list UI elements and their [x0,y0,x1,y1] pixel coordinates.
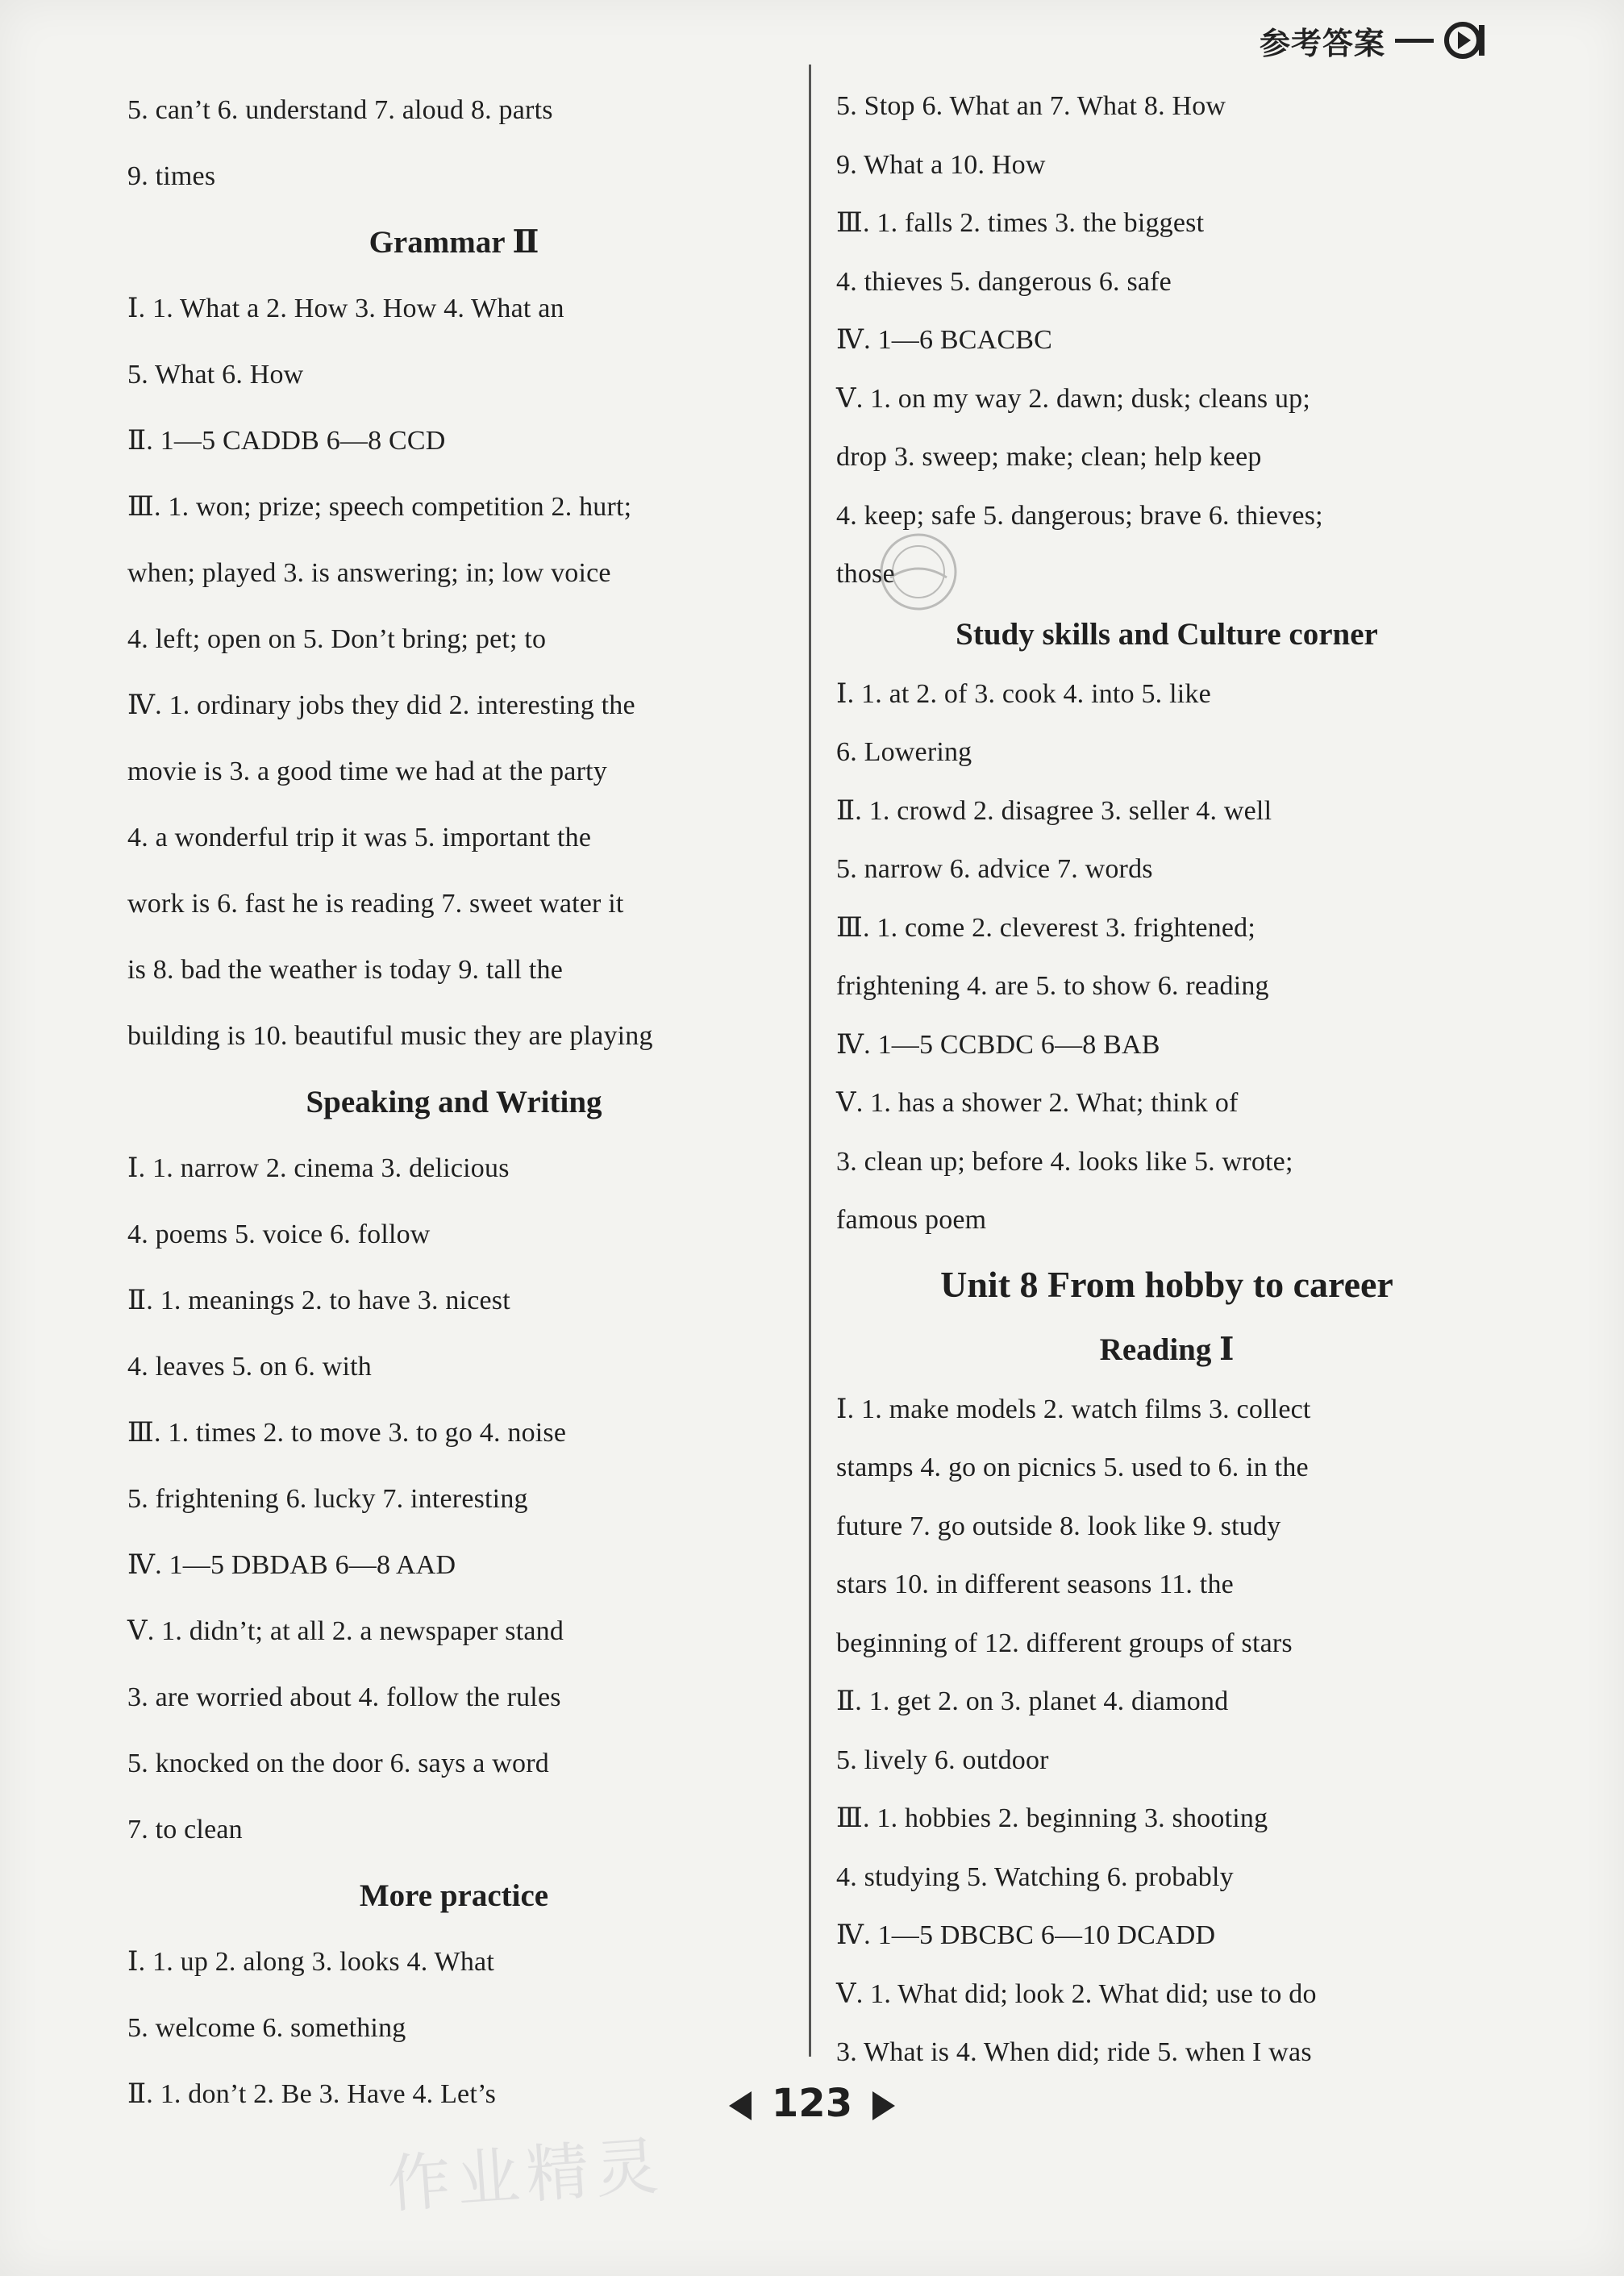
answer-line: Ⅳ. 1—5 CCBDC 6—8 BAB [836,1029,1160,1060]
left-arrow-icon [729,2091,752,2120]
answer-line: 5. knocked on the door 6. says a word [127,1749,549,1778]
answer-line: Ⅰ. 1. up 2. along 3. looks 4. What [127,1947,494,1977]
answer-line: building is 10. beautiful music they are playing [127,1021,653,1051]
answer-line: Ⅴ. 1. didn’t; at all 2. a newspaper stand [127,1616,564,1646]
answer-line: Ⅲ. 1. falls 2. times 3. the biggest [836,208,1205,238]
answer-line: stamps 4. go on picnics 5. used to 6. in the [836,1453,1309,1482]
section-title-speaking-writing: Speaking and Writing [306,1085,602,1119]
answer-line: 4. studying 5. Watching 6. probably [836,1861,1234,1892]
answer-line: 5. Stop 6. What an 7. What 8. How [836,91,1226,121]
answer-line: 9. times [127,161,216,191]
page-number [0,2081,1624,2126]
answer-line: Ⅳ. 1—6 BCACBC [836,325,1053,355]
section-title-reading-1: Reading Ⅰ [1099,1332,1235,1367]
answer-line: Ⅲ. 1. hobbies 2. beginning 3. shooting [836,1803,1268,1833]
answer-line: Ⅲ. 1. come 2. cleverest 3. frightened; [836,912,1255,943]
answer-line: stars 10. in different seasons 11. the [836,1569,1234,1599]
header-dash [1395,39,1434,43]
answer-line: Ⅳ. 1—5 DBCBC 6—10 DCADD [836,1920,1216,1950]
answer-line: beginning of 12. different groups of stars [836,1628,1293,1658]
answer-line: 3. are worried about 4. follow the rules [127,1682,561,1712]
answer-line: 4. leaves 5. on 6. with [127,1352,372,1382]
answer-line: 5. lively 6. outdoor [836,1745,1049,1775]
answer-line: Ⅱ. 1—5 CADDB 6—8 CCD [127,426,446,456]
column-divider [809,65,811,2057]
page-header [1260,15,1487,66]
section-title-more-practice: More practice [359,1878,549,1913]
answer-line: drop 3. sweep; make; clean; help keep [836,442,1262,472]
answer-line: 5. welcome 6. something [127,2013,406,2043]
answer-line: Ⅱ. 1. crowd 2. disagree 3. seller 4. well [836,795,1272,826]
play-badge-icon [1443,19,1487,62]
answer-line: 5. What 6. How [127,360,304,390]
right-arrow-icon [872,2091,895,2120]
watermark-stamp-icon [874,527,963,616]
answer-line: future 7. go outside 8. look like 9. study [836,1511,1281,1541]
answer-line: 9. What a 10. How [836,149,1046,180]
answer-line: Ⅱ. 1. meanings 2. to have 3. nicest [127,1286,510,1315]
page-number-text: 123 [771,2081,853,2126]
watermark-text: 作业精灵 [385,2130,668,2222]
answer-line: 5. narrow 6. advice 7. words [836,854,1153,884]
answer-line: 5. frightening 6. lucky 7. interesting [127,1484,528,1514]
answer-line: 4. keep; safe 5. dangerous; brave 6. thieves; [836,500,1323,531]
unit-title: Unit 8 From hobby to career [940,1263,1393,1305]
answer-line: 7. to clean [127,1815,243,1845]
answer-line: famous poem [836,1205,987,1235]
answer-line: Ⅲ. 1. won; prize; speech competition 2. hurt; [127,492,632,522]
answer-line: Ⅱ. 1. get 2. on 3. planet 4. diamond [836,1686,1229,1716]
answer-line: work is 6. fast he is reading 7. sweet water it [127,889,624,919]
answer-line: 4. thieves 5. dangerous 6. safe [836,266,1172,297]
answer-line: Ⅲ. 1. times 2. to move 3. to go 4. noise [127,1418,567,1448]
answer-line: 3. What is 4. When did; ride 5. when I was [836,2037,1312,2067]
answer-line: Ⅴ. 1. on my way 2. dawn; dusk; cleans up; [836,383,1311,414]
answer-line: Ⅱ. 1. don’t 2. Be 3. Have 4. Let’s [127,2079,497,2109]
answer-line: Ⅴ. 1. has a shower 2. What; think of [836,1088,1239,1118]
right-column [836,77,1497,2082]
answer-line: 4. a wonderful trip it was 5. important the [127,823,592,852]
answer-line: those [836,559,895,589]
answer-line: movie is 3. a good time we had at the party [127,757,607,786]
left-column [127,77,781,2128]
answer-line: frightening 4. are 5. to show 6. reading [836,971,1269,1001]
section-title-grammar-2: Grammar Ⅱ [369,225,539,260]
answer-line: 3. clean up; before 4. looks like 5. wrote; [836,1146,1293,1177]
answer-line: Ⅰ. 1. narrow 2. cinema 3. delicious [127,1153,510,1183]
answer-line: 4. poems 5. voice 6. follow [127,1219,431,1249]
answer-line: Ⅳ. 1. ordinary jobs they did 2. interesting the [127,690,635,720]
answer-line: 6. Lowering [836,737,972,767]
answer-line: Ⅰ. 1. make models 2. watch films 3. collect [836,1394,1311,1424]
section-title-study-skills: Study skills and Culture corner [956,616,1378,652]
answer-line: Ⅰ. 1. What a 2. How 3. How 4. What an [127,294,564,323]
answer-line: Ⅳ. 1—5 DBDAB 6—8 AAD [127,1550,456,1580]
answer-line: Ⅴ. 1. What did; look 2. What did; use to do [836,1978,1317,2009]
header-title: 参考答案 [1259,25,1385,61]
answer-line: 5. can’t 6. understand 7. aloud 8. parts [127,95,553,125]
answer-line: when; played 3. is answering; in; low voice [127,558,611,588]
answer-line: is 8. bad the weather is today 9. tall the [127,955,563,985]
answer-line: 4. left; open on 5. Don’t bring; pet; to [127,624,547,654]
answer-line: Ⅰ. 1. at 2. of 3. cook 4. into 5. like [836,678,1211,709]
